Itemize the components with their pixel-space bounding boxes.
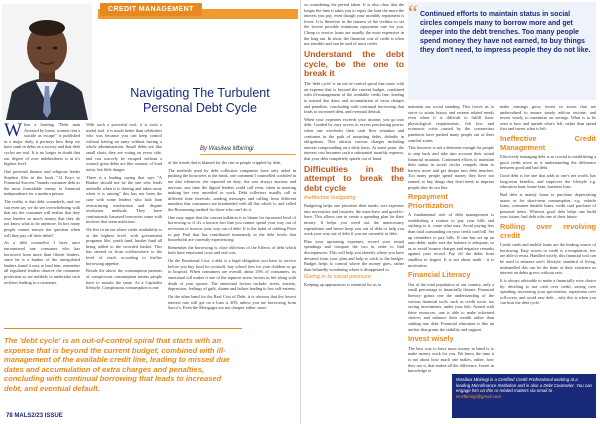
right-column-3 <box>500 104 596 308</box>
headline-line2: Personal Debt Cycle <box>143 101 257 115</box>
author-note-text: Wasilwa Mbiringi is a Certified Credit Professional working at a leading Microfinance Institution and is also a Debt Counselor. You can engage him on this or related matters via email to <box>456 377 592 394</box>
paragraph: Beside the above the consumption patterns of conspicuous consumption means people have to sustain the same. As a Capitalist lifestyle, Conspicuous consumption is one <box>86 268 162 291</box>
subheading: Giving in to social pressure <box>304 273 372 280</box>
paragraph: The best way to have more money in hand is to make money work for you. We know the time it is not about how much one makes, rather, how they use it, that makes all the difference. Invest in knowledge to <box>408 345 494 374</box>
intro-paragraph: When a heading "Debt man Arrested by loans; women rent a suicide as escape" is published in a major daily, it portrays how deep we have sunk in debts as a society and that debt cycles are real. It is no longer in doubt that our degree of over indebtedness is at it's highest level. <box>4 120 81 167</box>
paragraph: One personal finance and religious leader Stephen Alio in the book "12 Keys to Financial Success" brands consumer debt as the most formidable enemy to financial independence for a modern person. <box>4 168 80 197</box>
folio <box>6 413 63 419</box>
paragraph: so considering the period taken. It is also clear that the longer the time it takes you to repay the loan the more the interest you pay, even though your monthly repayment is lower. It is therefore in the interest of the creditor to set the lowest possible minimum repayment rate for you. Cheap to service loans are usually the most expensive in the long run. In short, the financial cost of credit is often not sensible and can be said of most credit. <box>304 2 404 47</box>
article-headline <box>110 86 290 116</box>
paragraph: maintain our social standing. This forces us to strive to attain luxury and esteem related needs even when it is difficult to fulfill basic physiological requirements. Job loss and economic crisis caused by the coronavirus pandemic have pushed many people out of their comfort zones. <box>408 104 494 143</box>
paragraph: The methods used by debt collection companies have only aided in pushing the borrowers to the brink, one comment I counselled confided in me that whenever she reported on duty, she was always anxious and nervous, any time the digital lenders could call even, when in meeting making her very unsettled to work. Debt collectors usually call at different time intervals, sending messages and calling from different numbers that consumers are bombarded with all this which is, and called the Boomerang method for those who can't do it. <box>168 167 296 212</box>
paragraph: We live in an era where credit availability is at the highest level, with government programs like, youth fund, hustler fund all being added to the crowded basket. This has steered us from cold/nowhere to the level of reach according to his/her borrowing appetite. <box>86 227 162 266</box>
author-portrait <box>2 4 92 120</box>
section-heading: Rolling over revolving credit <box>500 222 596 240</box>
section-heading: Repayment Prioritization <box>408 192 454 210</box>
paragraph: Budgeting helps one prioritize their needs, sort expenses into necessities and luxuries, the must-have and good-to-have. This allows one to create a spending plan for their money. It helps you weed out the unnecessary expenditure and hence keep you out of debt or help you work your way out of debt if you are currently in debt. <box>304 203 404 237</box>
paragraph: One may argue that the current inflation is to blame for increased level of borrowing or if it's a known fact that you cannot spend your way out of recession or borrow your way out of debt. It is the habit of robbing Peter to pay Paul that has contributed immensely to the debt levels that households are currently experiencing. <box>168 214 296 243</box>
section-heading: Financial Literacy <box>408 270 471 280</box>
section-heading: Invest wisely <box>408 334 454 344</box>
paragraph: Keeping up appearances is essential for us to <box>304 281 382 287</box>
paragraph: This however is not a deterrent enough for people to step back and take into account their actual financial situation. Continued efforts to maintain their status in social circles compels them to borrow more and get deeper into debt trenches. Too many people spend money they have not earned, to buy things they don't need, to impress people they do not like. <box>408 145 494 190</box>
paragraph: Good debt is the one that adds to one's net worth, has long-term benefits, and improves the lifestyle e.g. education loan, home loan, business loan. <box>500 173 596 190</box>
paragraph: It is always advisable to make a financially wise choice by: deciding to use cash over credit, saving over spending, increasing your speculation, repayment over roll-overs, and avoid new debt... only this is when you can beat the debt cycle. <box>500 278 596 306</box>
paragraph: On the other hand for the Real Cost of Debt, it is obvious that the lowest interest rate will get on a loan is 20% unless you are borrowing from Sacco's. Even the Mortgages are not cheaper either, more <box>168 294 296 311</box>
paragraph: Out of the total population of our country, only a small percentage is financially literate. Financial literacy grants one the understanding of the various financial tools, such as credit score, tax saving investments, under your belt. Armed with these resources, one is able to make informed choices and enhance their wealth rather than sinking into debt. Financial education is like an anchor that grants the stability and support. <box>408 281 494 332</box>
issue-label: MALS2/23 ISSUE <box>14 413 63 419</box>
headline-line1: Navigating The Turbulent <box>130 86 270 100</box>
paragraph: With such a powerful tool, it is such a useful tool, it is much better than celebrities who was because you can keep control without having an army without having a whole administration. Small debts are like small shots; they are voting on every side, and can scarcely be escaped without a wound; great debts are like cannon; of loud noise, but little danger. <box>86 122 162 172</box>
quote-mark-icon: “ <box>408 0 418 25</box>
paragraph: The reality is that debt scoundrels, and we can even say we do see overwhelming with that say the consumer will realize that they owe lenders so much money that they do not know what to do anymore. In fact many people cannot answer the question when will they pay off their debts? <box>4 199 80 238</box>
category-label: CREDIT MANAGEMENT <box>100 3 202 16</box>
left-column-1 <box>4 122 80 287</box>
pull-quote-rule <box>4 328 242 329</box>
page-footer <box>0 410 300 424</box>
left-column-3 <box>168 160 296 313</box>
paragraph: make earnings grow, invest in assets that are undervalued to ensure steady add-on income, and invest wisely to maximize on savings. What is to be seen is how and spends what's left, rather than spend first and invest what is left. <box>500 104 596 132</box>
paragraph: As a debt counsellor I have once encountered one consumer who has borrowed from more than fifteen lenders, since he is a banker of the unregulated lenders found it easy to lend him, remember all regulated lenders observe the consumer protection so are unlikely to undertake such reckless lending to a customer. <box>4 240 80 285</box>
left-column-2 <box>86 122 162 293</box>
paragraph: The 'debt cycle' is an out-of-control spiral that starts with an expense that is beyond the current budget, combined with ill-management of the available credit line, leading to missed due dates and accumulation of extra charges and penalties, concluding with continual borrowing that leads to increased debt, and eventual default. <box>304 81 404 115</box>
paragraph: There is a leading saying that says "A Banker should not be the one who lends umbrella when it is shining and takes away when it is raining" this has not been the case with some lenders who lack loan restructuring mechanism and dispute resolution methods. They have continuously harassed borrowers some with motives that seem malicious. <box>86 174 162 225</box>
author-note <box>452 374 596 418</box>
paragraph: of the trends that is blamed for the rise in people crippled by debt. <box>168 160 282 165</box>
paragraph: A fundamental rule of debt management is establishing a routine to pay your bills and sticking to it, come what may. Avoid paying less than total outstanding on your credit card bill. Set up reminders to pay bills. If one has set up an auto-debit, make sure the balance is adequate, so as to avoid bounce charges and negative remarks against your record. Pay off the debts from smallest to largest. It is not about math - it is motivation. <box>408 212 494 268</box>
spread-gutter <box>300 0 301 424</box>
paragraph: When your expenses exceeds your income, you go into debt. Goaded by easy access to excess purchasing power, when one overlooks their cash flow situation and continues in the path of mounting debts, defaults in obligations. This attracts various charges including interest compounding on a daily basis. At some point, the interest cost becomes such a substantial monthly expense, that your debt completely spirals out of hand. <box>304 116 404 162</box>
right-column-2 <box>408 104 494 376</box>
author-email-link[interactable]: W.Mbiringi@gmail.com <box>456 393 502 399</box>
paragraph: Bad debt is mainly loans to purchase depreciating assets or for short-term consumption, e.g. vehicle loans, consumer durable loans, credit card purchase of personal items. Whereas good debt helps one build your future, bad debt robs one of their future. <box>500 192 596 220</box>
section-heading: Understand the debt cycle, be the one to break it <box>304 48 404 79</box>
pull-quote: The 'debt cycle' is an out-of-control spiral that starts with an expense that is beyond the current budget, combined with ill-management of the available credit line, leading to missed due dates and accumulation of extra charges and penalties, concluding with continual borrowing that leads to increased debt, and eventual default. <box>4 336 230 393</box>
article-header <box>0 0 300 118</box>
section-heading: Difficulties in the attempt to break the debt cycle <box>304 163 404 194</box>
right-pull-quote: Continued efforts to maintain status in social circles compels many to borrow more and get deeper into the debt trenches. Too many people spend money they have not earned, to buy things they don't need, to impress people they do not like. <box>420 11 591 55</box>
paragraph: On the Emotional Cost, a debt is a legal obligation you have to service before you buy food for yourself, buy school fees for your children or go to hospital. When consumers are overall, about 20% of consumers, its emotional toll makes it one of the topmost stress factors in life along with death of your spouse. The emotional factors include: stress, anxiety, depression, feelings of guilt, shame and failure leading to low self-esteem. <box>168 258 296 292</box>
paragraph: Effectively managing debt is as crucial to establishing a good credit score as is understanding the difference between good and bad debt. <box>500 154 596 171</box>
byline-rule <box>200 154 296 155</box>
subheading: Ineffective budgeting <box>304 195 356 202</box>
page-number: 78 <box>6 413 13 419</box>
right-column-1 <box>304 2 404 290</box>
paragraph: Credit cards and mobile loans are the leading source of borrowing. Easy access to credit is a temptation, few are able to resist. Handled wisely, this financial tool can be used to enhance one's lifestyle, standard of living, mishandled this can be the bane of their existence as interest on debts grows without rein. <box>500 242 597 276</box>
byline: By Wasilwa Mbiringi <box>200 146 254 152</box>
section-heading: Ineffective Credit Management <box>500 133 596 152</box>
paragraph: Plan your upcoming expenses, record your actual spendings and compare the two in order to find discrepancies. This will help you identify where you have deviated from your plan and help to stick to the budget. Budget helps to control where the money goes, rather than belatedly wondering where it disappeared to. <box>304 238 404 272</box>
paragraph: Remember the borrowing is close oblivious of the Effects of debt which both have emotional costs and real cost. <box>168 244 296 256</box>
drop-cap: W <box>4 120 22 141</box>
